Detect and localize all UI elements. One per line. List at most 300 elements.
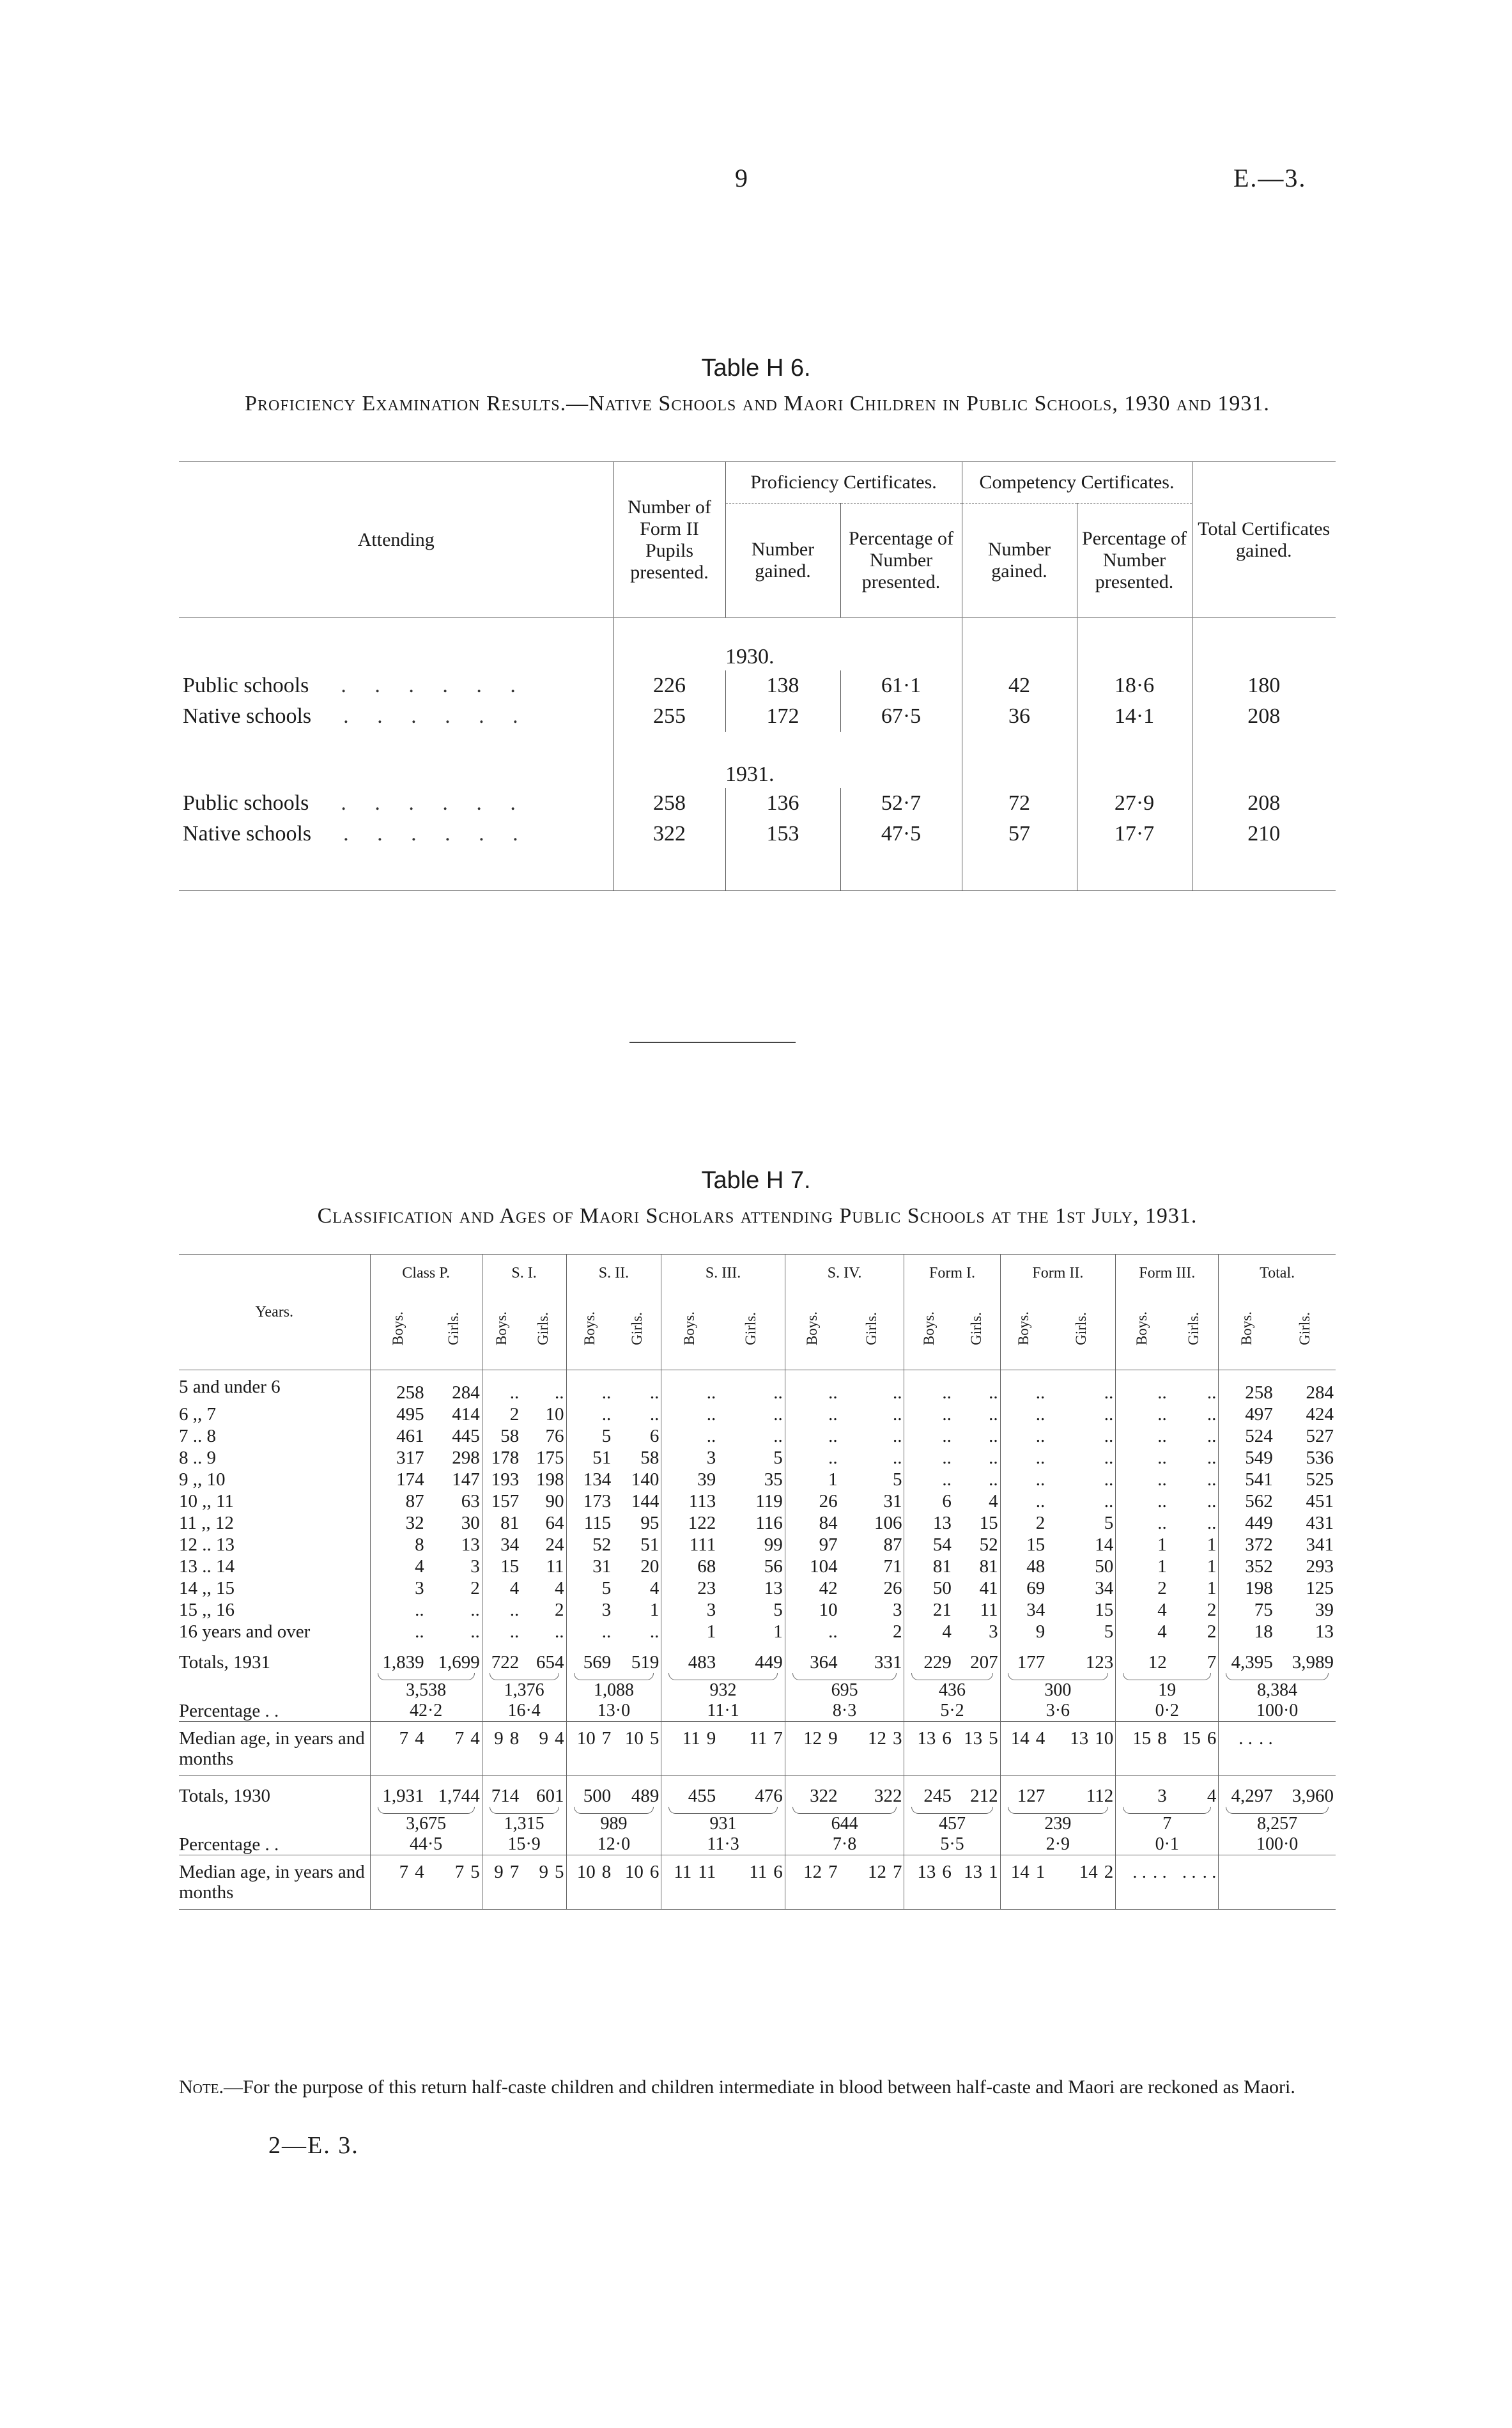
row-label: Native schools (183, 822, 312, 846)
cell: 15 (1095, 1600, 1114, 1620)
cell: 17·7 (1077, 819, 1192, 849)
cell: 39 (661, 1469, 718, 1490)
cell: 445 (452, 1426, 480, 1446)
median-years: . . (1238, 1728, 1253, 1749)
footer-signature: 2—E. 3. (268, 2132, 359, 2159)
header-girls: Girls. (863, 1311, 880, 1345)
cell: 372 (1219, 1534, 1275, 1556)
cell: .. (1207, 1426, 1217, 1446)
combined-total: 8,257 (1257, 1814, 1298, 1834)
row-label: 6 ,, 7 (179, 1404, 216, 1425)
cell: .. (1000, 1447, 1047, 1469)
header-group: Form II. (1000, 1255, 1116, 1292)
header-girls: Girls. (1185, 1311, 1201, 1345)
median-years: . . (1132, 1862, 1146, 1882)
cell: 52 (979, 1535, 998, 1555)
table-row (179, 670, 1336, 701)
cell: 57 (962, 819, 1077, 849)
header-girls: Girls. (628, 1311, 645, 1345)
cell: .. (892, 1426, 902, 1446)
combined-total: 19 (1158, 1680, 1176, 1700)
cell: 12 (1116, 1643, 1169, 1673)
header-prof-gained: Number gained. (725, 504, 840, 618)
row-label: Totals, 1930 (179, 1786, 270, 1806)
cell: .. (1116, 1512, 1169, 1534)
cell: 69 (1000, 1577, 1047, 1599)
cell: 2 (1116, 1577, 1169, 1599)
cell: 52·7 (840, 788, 962, 819)
cell: 15 (482, 1556, 521, 1577)
cell: 18 (1219, 1621, 1275, 1643)
cell: 174 (370, 1469, 426, 1490)
cell: .. (482, 1599, 521, 1621)
row-label: Median age, in years and months (179, 1728, 365, 1769)
cell: .. (892, 1404, 902, 1425)
cell: 476 (755, 1786, 783, 1806)
median-months: 8 (601, 1862, 612, 1882)
cell: 67·5 (840, 701, 962, 732)
cell: 42 (785, 1577, 839, 1599)
cell: 208 (1192, 788, 1336, 819)
cell: 24 (545, 1535, 564, 1555)
percentage: 100·0 (1256, 1701, 1299, 1720)
cell: .. (904, 1370, 953, 1404)
median-years: 12 (867, 1728, 886, 1749)
median-years: 11 (682, 1728, 700, 1749)
cell: 27·9 (1077, 788, 1192, 819)
cell: 134 (566, 1469, 613, 1490)
brace (1123, 1807, 1211, 1814)
cell: 5 (773, 1448, 783, 1468)
cell: 125 (1306, 1578, 1334, 1598)
note-text: —For the purpose of this return half-caste children and children intermediate in blood between half-caste and Maori are reckoned as Maori. (224, 2076, 1295, 2098)
median-months: 8 (1157, 1728, 1167, 1749)
cell: .. (1116, 1490, 1169, 1512)
cell: 99 (764, 1535, 783, 1555)
cell: .. (370, 1599, 426, 1621)
cell: 76 (545, 1426, 564, 1446)
cell: 322 (613, 819, 725, 849)
cell: 322 (785, 1776, 839, 1807)
cell: 13 (461, 1535, 480, 1555)
cell: 116 (755, 1513, 783, 1533)
table-row (179, 819, 1336, 849)
table-row (179, 1776, 1336, 1807)
cell: .. (1104, 1469, 1114, 1490)
median-months: 6 (942, 1862, 952, 1882)
cell: 293 (1306, 1556, 1334, 1577)
cell: 229 (904, 1643, 953, 1673)
header-proficiency: Proficiency Certificates. (725, 462, 962, 504)
cell: 525 (1306, 1469, 1334, 1490)
cell: 113 (661, 1490, 718, 1512)
median-years: 7 (399, 1862, 409, 1882)
cell: 4 (1207, 1786, 1217, 1806)
cell: 34 (1000, 1599, 1047, 1621)
percentage: 12·0 (597, 1834, 631, 1854)
cell: 212 (970, 1786, 998, 1806)
cell: 245 (904, 1776, 953, 1807)
cell: .. (1116, 1370, 1169, 1404)
cell: 51 (566, 1447, 613, 1469)
cell: 424 (1306, 1404, 1334, 1425)
cell: 15 (1000, 1534, 1047, 1556)
cell: 147 (452, 1469, 480, 1490)
cell: 58 (640, 1448, 660, 1468)
cell: 34 (482, 1534, 521, 1556)
cell: 81 (979, 1556, 998, 1577)
cell: 35 (764, 1469, 783, 1490)
cell: 461 (370, 1425, 426, 1447)
cell: .. (785, 1447, 839, 1469)
cell: 41 (979, 1578, 998, 1598)
combined-total: 1,088 (593, 1680, 634, 1700)
combined-total: 695 (831, 1680, 858, 1700)
cell: .. (470, 1621, 480, 1642)
brace (1008, 1807, 1109, 1814)
cell: 13 (1315, 1621, 1334, 1642)
cell: 30 (461, 1513, 480, 1533)
table-h6-subtitle: Proficiency Examination Results.—Native Schools and Maori Children in Public Schools, 1930 and 1931. (245, 392, 1270, 415)
median-years: 7 (454, 1862, 465, 1882)
cell: 258 (1219, 1370, 1275, 1404)
header-boys: Boys. (390, 1311, 406, 1346)
cell: 106 (874, 1513, 902, 1533)
median-years: 11 (749, 1862, 768, 1882)
table-row (179, 1599, 1336, 1621)
median-years: 11 (674, 1862, 692, 1882)
cell: 95 (640, 1513, 660, 1533)
cell: 198 (1219, 1577, 1275, 1599)
cell: .. (904, 1425, 953, 1447)
cell: .. (773, 1426, 783, 1446)
median-years: 7 (454, 1728, 465, 1749)
median-months: 4 (555, 1728, 564, 1749)
table-row (179, 1469, 1336, 1490)
header-total: Total Certificates gained. (1192, 462, 1336, 618)
cell: 1 (1207, 1578, 1217, 1598)
cell: 111 (661, 1534, 718, 1556)
cell: 569 (566, 1643, 613, 1673)
cell: .. (1116, 1447, 1169, 1469)
cell: 36 (962, 701, 1077, 732)
cell: .. (1116, 1403, 1169, 1425)
median-row (179, 1722, 1336, 1776)
cell: 4 (904, 1621, 953, 1643)
cell: 56 (764, 1556, 783, 1577)
row-label: Native schools (183, 704, 312, 728)
cell: .. (785, 1403, 839, 1425)
cell: 48 (1000, 1556, 1047, 1577)
header-group: S. III. (661, 1255, 785, 1292)
cell: 3 (370, 1577, 426, 1599)
cell: 112 (1086, 1786, 1114, 1806)
median-months: 10 (1095, 1728, 1114, 1749)
cell: 4,297 (1219, 1776, 1275, 1807)
cell: 258 (370, 1370, 426, 1404)
cell: 11 (980, 1600, 998, 1620)
cell: 26 (785, 1490, 839, 1512)
leader-dots: . . . . . . (343, 822, 530, 846)
cell: 549 (1219, 1447, 1275, 1469)
header-presented: Number of Form II Pupils presented. (613, 462, 725, 618)
cell: 3 (661, 1447, 718, 1469)
cell: 3 (989, 1621, 998, 1642)
table-h6-title: Table H 6. (701, 355, 811, 382)
header-girls: Girls. (445, 1311, 462, 1345)
percentage: 2·9 (1045, 1834, 1070, 1854)
cell: 58 (482, 1425, 521, 1447)
cell: .. (904, 1403, 953, 1425)
combined-total: 8,384 (1257, 1680, 1298, 1700)
percentage: 7·8 (832, 1834, 857, 1854)
median-years: 15 (1132, 1728, 1152, 1749)
cell: .. (989, 1404, 998, 1425)
median-months: 2 (1104, 1862, 1114, 1882)
cell: 2 (470, 1578, 480, 1598)
cell: 352 (1219, 1556, 1275, 1577)
cell: 26 (883, 1578, 902, 1598)
row-label: 12 .. 13 (179, 1535, 235, 1555)
cell: 13 (764, 1578, 783, 1598)
cell: 10 (785, 1599, 839, 1621)
cell: 1 (661, 1621, 718, 1643)
combined-total: 457 (939, 1814, 966, 1834)
brace (378, 1673, 475, 1680)
table-header (179, 1255, 1336, 1370)
cell: 34 (1095, 1578, 1114, 1598)
cell: .. (1207, 1382, 1217, 1403)
median-months: 9 (828, 1728, 838, 1749)
cell: 3 (1116, 1776, 1169, 1807)
cell: 173 (566, 1490, 613, 1512)
cell: 123 (1085, 1652, 1114, 1673)
cell: 14 (1095, 1535, 1114, 1555)
cell: 115 (566, 1512, 613, 1534)
cell: 5 (1104, 1621, 1114, 1642)
row-label: Public schools (183, 674, 309, 697)
header-group: S. II. (566, 1255, 661, 1292)
cell: 6 (904, 1490, 953, 1512)
cell: 322 (874, 1786, 902, 1806)
cell: 364 (785, 1643, 839, 1673)
median-months: 8 (509, 1728, 520, 1749)
header-girls: Girls. (1072, 1311, 1089, 1345)
median-years: 14 (1079, 1862, 1098, 1882)
cell: 122 (661, 1512, 718, 1534)
median-months: . . (1258, 1728, 1273, 1749)
cell: 536 (1306, 1448, 1334, 1468)
row-label: 10 ,, 11 (179, 1491, 234, 1512)
header-years: Years. (179, 1255, 370, 1370)
combined-row (179, 1807, 1336, 1855)
cell: .. (1207, 1491, 1217, 1512)
table-row (179, 1403, 1336, 1425)
section-separator (629, 1042, 796, 1043)
header-group: Form III. (1116, 1255, 1219, 1292)
row-label: 16 years and over (179, 1621, 311, 1642)
header-prof-pct: Percentage of Number presented. (840, 504, 962, 618)
year-label: 1931. (725, 762, 775, 786)
median-months: 1 (989, 1862, 998, 1882)
cell: 5 (566, 1425, 613, 1447)
cell: .. (661, 1425, 718, 1447)
median-years: 9 (494, 1728, 504, 1749)
combined-total: 3,538 (406, 1680, 447, 1700)
cell: .. (989, 1448, 998, 1468)
median-months: 6 (1207, 1728, 1217, 1749)
combined-total: 436 (939, 1680, 966, 1700)
cell: 1,931 (370, 1776, 426, 1807)
combined-total: 239 (1044, 1814, 1072, 1834)
header-boys: Boys. (581, 1311, 598, 1346)
median-months: 7 (773, 1728, 783, 1749)
cell: 414 (452, 1404, 480, 1425)
cell: 449 (755, 1652, 783, 1673)
cell: 87 (883, 1535, 902, 1555)
cell: 52 (566, 1534, 613, 1556)
cell: 562 (1219, 1490, 1275, 1512)
cell: 63 (461, 1491, 480, 1512)
row-label: 8 .. 9 (179, 1448, 216, 1468)
cell: 39 (1315, 1600, 1334, 1620)
header-comp-pct: Percentage of Number presented. (1077, 504, 1192, 618)
cell: 4 (370, 1556, 426, 1577)
cell: 4 (1116, 1599, 1169, 1621)
percentage: 0·2 (1155, 1701, 1179, 1720)
cell: 177 (1000, 1643, 1047, 1673)
cell: 1,839 (370, 1643, 426, 1673)
cell: 178 (482, 1447, 521, 1469)
cell: 1 (785, 1469, 839, 1490)
table-row (179, 1490, 1336, 1512)
median-years: 12 (803, 1862, 822, 1882)
cell: .. (482, 1621, 521, 1643)
combined-total: 1,315 (504, 1814, 544, 1834)
cell: .. (1207, 1469, 1217, 1490)
combined-total: 931 (709, 1814, 737, 1834)
cell: 31 (566, 1556, 613, 1577)
cell: 71 (883, 1556, 902, 1577)
table-h7-title: Table H 7. (701, 1167, 811, 1194)
cell: 4 (482, 1577, 521, 1599)
cell: 97 (785, 1534, 839, 1556)
cell: 4 (555, 1578, 564, 1598)
cell: 3 (470, 1556, 480, 1577)
brace (1123, 1673, 1211, 1680)
cell: .. (989, 1469, 998, 1490)
cell: 5 (892, 1469, 902, 1490)
median-months: 5 (555, 1862, 564, 1882)
median-months: 4 (470, 1728, 480, 1749)
cell: 81 (904, 1556, 953, 1577)
brace (574, 1673, 654, 1680)
header-boys: Boys. (920, 1311, 937, 1346)
median-years: 13 (1070, 1728, 1089, 1749)
cell: 84 (785, 1512, 839, 1534)
cell: 50 (1095, 1556, 1114, 1577)
cell: .. (1000, 1469, 1047, 1490)
header-boys: Boys. (493, 1311, 509, 1346)
cell: 32 (370, 1512, 426, 1534)
percentage: 11·3 (707, 1834, 739, 1854)
cell: 2 (1207, 1600, 1217, 1620)
brace (1008, 1673, 1109, 1680)
row-label: 7 .. 8 (179, 1426, 216, 1446)
cell: 1 (1207, 1535, 1217, 1555)
cell: 714 (482, 1776, 521, 1807)
page-number: 9 (735, 164, 748, 192)
percentage: 0·1 (1155, 1834, 1179, 1854)
cell: 489 (631, 1786, 660, 1806)
percentage: 5·5 (940, 1834, 964, 1854)
footnote (179, 2076, 1336, 2099)
cell: 72 (962, 788, 1077, 819)
median-years: 13 (917, 1728, 936, 1749)
cell: 341 (1306, 1535, 1334, 1555)
cell: 2 (1000, 1512, 1047, 1534)
table-row (179, 1643, 1336, 1673)
table-row (179, 1425, 1336, 1447)
cell: .. (1104, 1382, 1114, 1403)
cell: 87 (370, 1490, 426, 1512)
header-boys: Boys. (1015, 1311, 1031, 1346)
median-years: 14 (1010, 1862, 1030, 1882)
combined-row (179, 1673, 1336, 1722)
row-label: 11 ,, 12 (179, 1513, 234, 1533)
header-group: Form I. (904, 1255, 1000, 1292)
median-years: 10 (624, 1728, 644, 1749)
cell: .. (555, 1382, 564, 1403)
table-row (179, 1556, 1336, 1577)
table-row (179, 1512, 1336, 1534)
median-months: . . (1152, 1862, 1167, 1882)
row-label: Totals, 1931 (179, 1652, 270, 1673)
cell: 210 (1192, 819, 1336, 849)
cell: 5 (1104, 1513, 1114, 1533)
cell: .. (773, 1382, 783, 1403)
cell: 722 (482, 1643, 521, 1673)
median-years: 14 (1010, 1728, 1030, 1749)
table-row (179, 788, 1336, 819)
cell: 90 (545, 1491, 564, 1512)
table-body (179, 1370, 1336, 1910)
cell: 1,744 (438, 1786, 480, 1806)
cell: 497 (1219, 1403, 1275, 1425)
cell: 258 (613, 788, 725, 819)
cell: 140 (631, 1469, 660, 1490)
cell: 47·5 (840, 819, 962, 849)
cell: 455 (661, 1776, 718, 1807)
cell: .. (482, 1370, 521, 1404)
cell: 208 (1192, 701, 1336, 732)
cell: 198 (536, 1469, 564, 1490)
cell: 317 (370, 1447, 426, 1469)
median-years: 13 (964, 1862, 983, 1882)
cell: 127 (1000, 1776, 1047, 1807)
table-row (179, 701, 1336, 732)
cell: 104 (785, 1556, 839, 1577)
cell: 4,395 (1219, 1643, 1275, 1673)
brace (574, 1807, 654, 1814)
combined-total: 989 (600, 1814, 628, 1834)
cell: 61·1 (840, 670, 962, 701)
brace (792, 1807, 897, 1814)
cell: 519 (631, 1652, 660, 1673)
combined-total: 300 (1044, 1680, 1072, 1700)
header-boys: Boys. (681, 1311, 698, 1346)
median-years: 13 (964, 1728, 983, 1749)
